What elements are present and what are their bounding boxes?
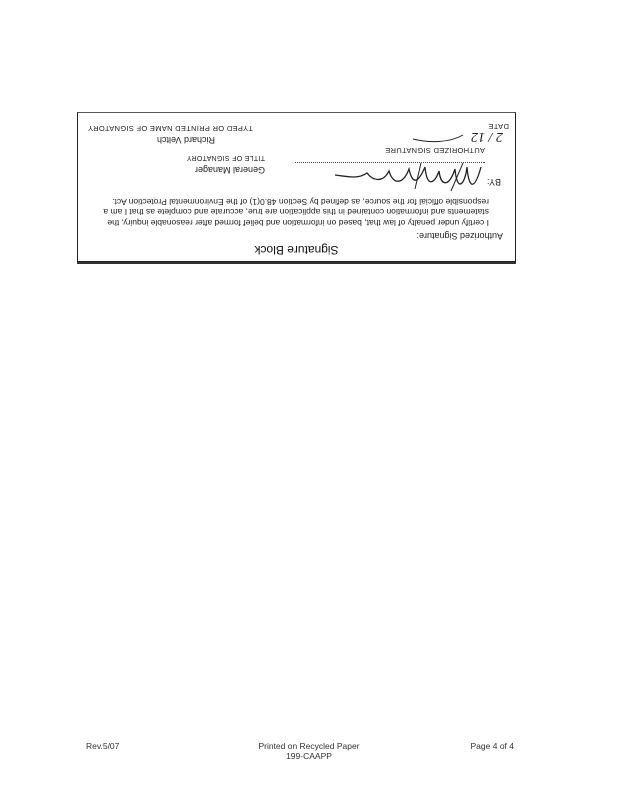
authorized-signature-label: Authorized Signature: (416, 231, 503, 241)
handwritten-signature (315, 157, 485, 197)
footer-center (0, 741, 618, 761)
by-label: BY: (486, 177, 501, 187)
footer-form-code: 199-CAAPP (286, 751, 332, 761)
authorized-signature-caption: AUTHORIZED SIGNATURE (384, 146, 485, 155)
handwritten-date (409, 127, 509, 149)
printed-name-caption: TYPED OR PRINTED NAME OF SIGNATORY (87, 124, 253, 133)
signature-underline (295, 162, 485, 163)
signature-block-rotated-content (78, 113, 515, 261)
signature-block (77, 112, 516, 262)
footer-revision: Rev.5/07 (86, 741, 120, 751)
signer-title: General Manager (194, 165, 265, 175)
footer-page-number: Page 4 of 4 (470, 741, 514, 751)
signature-block-title: Signature Block (254, 243, 339, 257)
date-label: DATE (487, 122, 509, 131)
title-of-signatory-caption: TITLE OF SIGNATORY (186, 154, 265, 161)
certification-statement: I certify under penalty of law that, based on information and belief formed after reasonable inquiry, the statements and information contained in this application are true, accurate and complete as that I am a responsible official for the source, as defined by Section 48.0(1) of the Environmental Protection Act. (103, 197, 489, 228)
printed-name: Richard Veltch (156, 135, 215, 145)
footer-printed-note: Printed on Recycled Paper (258, 741, 360, 751)
date-value: 2 / 12 (471, 129, 503, 144)
